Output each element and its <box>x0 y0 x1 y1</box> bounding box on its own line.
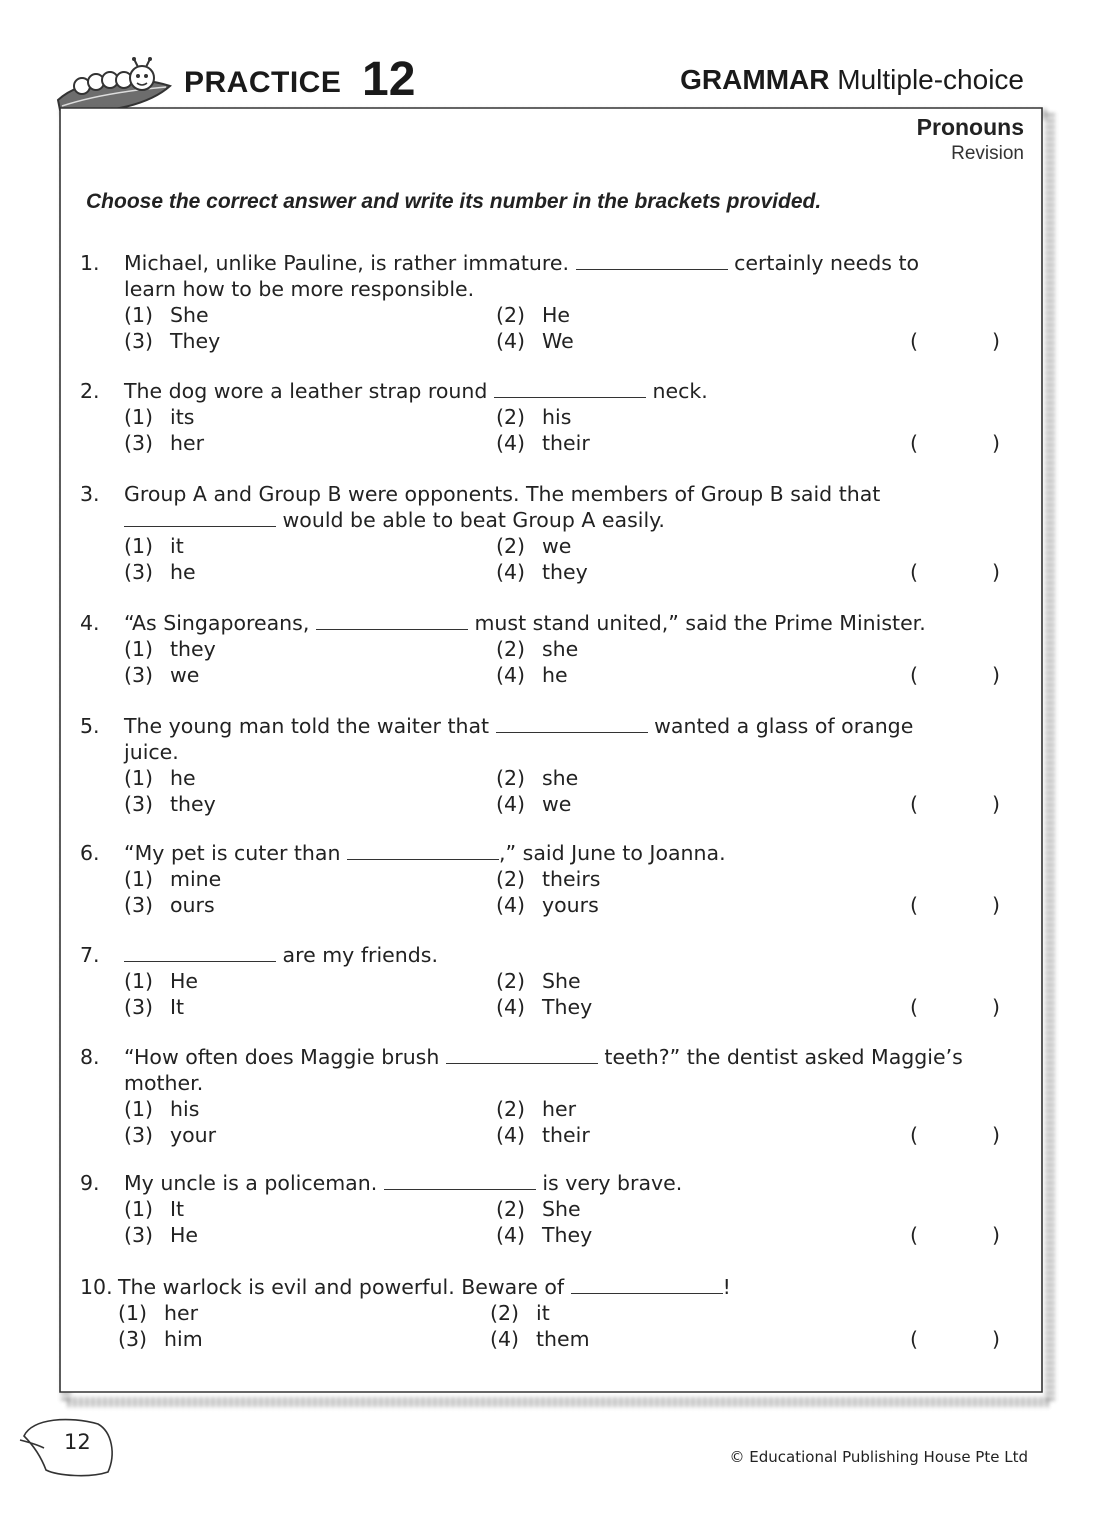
answer-blank <box>446 1045 598 1064</box>
option: (1) He <box>124 969 199 993</box>
question-number: 2. <box>80 379 100 403</box>
option: (1) her <box>118 1301 199 1325</box>
option: (2) theirs <box>496 867 601 891</box>
option: (2) she <box>496 637 579 661</box>
practice-label: PRACTICE <box>184 66 342 99</box>
question-number: 1. <box>80 251 100 275</box>
option: (2) it <box>490 1301 550 1325</box>
question-stem <box>124 713 974 765</box>
question-stem <box>124 250 974 302</box>
answer-blank <box>316 611 468 630</box>
option: (3) her <box>124 431 205 455</box>
answer-blank <box>124 508 276 527</box>
question-4 <box>80 610 1020 688</box>
stem-before: The warlock is evil and powerful. Beware of <box>118 1275 565 1299</box>
question-5 <box>80 713 1020 817</box>
option: (4) we <box>496 792 572 816</box>
question-1 <box>80 250 1020 354</box>
options <box>124 1096 1020 1148</box>
option: (2) He <box>496 303 571 327</box>
copyright-notice: © Educational Publishing House Pte Ltd <box>729 1448 1028 1466</box>
option: (3) ours <box>124 893 215 917</box>
question-stem <box>124 942 974 968</box>
answer-blank <box>347 841 499 860</box>
stem-before: “How often does Maggie brush <box>124 1045 440 1069</box>
options <box>124 636 1020 688</box>
question-stem <box>124 610 1024 636</box>
question-number: 7. <box>80 943 100 967</box>
answer-blank <box>571 1275 723 1294</box>
option: (2) her <box>496 1097 577 1121</box>
answer-blank <box>384 1171 536 1190</box>
option: (4) yours <box>496 893 599 917</box>
stem-before: The dog wore a leather strap round <box>124 379 488 403</box>
stem-after: are my friends. <box>282 943 438 967</box>
answer-brackets[interactable]: ( ) <box>910 560 1000 584</box>
answer-brackets[interactable]: ( ) <box>910 893 1000 917</box>
stem-after: teeth?” the dentist asked Maggie’s mother. <box>124 1045 963 1095</box>
page-number: 12 <box>64 1430 91 1454</box>
options <box>124 765 1020 817</box>
stem-after: wanted a glass of orange juice. <box>124 714 914 764</box>
option: (2) we <box>496 534 572 558</box>
option: (1) they <box>124 637 216 661</box>
question-6 <box>80 840 1020 918</box>
option: (4) We <box>496 329 574 353</box>
option: (4) he <box>496 663 568 687</box>
option: (4) They <box>496 1223 593 1247</box>
question-number: 4. <box>80 611 100 635</box>
stem-after: ! <box>722 1275 731 1299</box>
option: (1) his <box>124 1097 200 1121</box>
option: (3) He <box>124 1223 199 1247</box>
option: (4) They <box>496 995 593 1019</box>
question-number: 6. <box>80 841 100 865</box>
question-number: 8. <box>80 1045 100 1069</box>
question-number: 10. <box>80 1275 113 1299</box>
options <box>118 1300 1020 1352</box>
question-number: 9. <box>80 1171 100 1195</box>
subject-bold: GRAMMAR <box>680 64 830 95</box>
option: (3) It <box>124 995 185 1019</box>
option: (3) They <box>124 329 221 353</box>
topic-block <box>917 114 1024 165</box>
option: (4) them <box>490 1327 590 1351</box>
question-10 <box>80 1274 1020 1352</box>
options <box>124 404 1020 456</box>
stem-after: neck. <box>652 379 708 403</box>
stem-before: “As Singaporeans, <box>124 611 310 635</box>
answer-brackets[interactable]: ( ) <box>910 995 1000 1019</box>
question-2 <box>80 378 1020 456</box>
answer-blank <box>576 251 728 270</box>
question-number: 5. <box>80 714 100 738</box>
question-3 <box>80 481 1020 585</box>
answer-brackets[interactable]: ( ) <box>910 792 1000 816</box>
option: (2) his <box>496 405 572 429</box>
option: (2) She <box>496 969 581 993</box>
stem-before: Group A and Group B were opponents. The members of Group B said that <box>124 482 881 506</box>
question-9 <box>80 1170 1020 1248</box>
option: (3) he <box>124 560 196 584</box>
question-stem <box>124 481 974 533</box>
option: (4) their <box>496 1123 590 1147</box>
answer-brackets[interactable]: ( ) <box>910 1123 1000 1147</box>
stem-before: My uncle is a policeman. <box>124 1171 378 1195</box>
options <box>124 968 1020 1020</box>
option: (3) they <box>124 792 216 816</box>
answer-brackets[interactable]: ( ) <box>910 1223 1000 1247</box>
stem-after: certainly needs to learn how to be more responsible. <box>124 251 920 301</box>
question-stem <box>124 1044 1014 1096</box>
answer-blank <box>496 714 648 733</box>
stem-after: is very brave. <box>542 1171 683 1195</box>
option: (3) your <box>124 1123 217 1147</box>
subject-heading <box>680 64 1024 96</box>
stem-before: Michael, unlike Pauline, is rather immature. <box>124 251 570 275</box>
stem-after: must stand united,” said the Prime Minister. <box>474 611 926 635</box>
answer-brackets[interactable]: ( ) <box>910 1327 1000 1351</box>
option: (1) It <box>124 1197 185 1221</box>
option: (2) she <box>496 766 579 790</box>
answer-blank <box>494 379 646 398</box>
question-stem <box>118 1274 968 1300</box>
option: (4) their <box>496 431 590 455</box>
option: (3) him <box>118 1327 203 1351</box>
question-7 <box>80 942 1020 1020</box>
option: (1) it <box>124 534 184 558</box>
options <box>124 533 1020 585</box>
question-8 <box>80 1044 1020 1148</box>
option: (1) he <box>124 766 196 790</box>
topic-subtitle: Revision <box>951 143 1024 164</box>
topic-title: Pronouns <box>916 114 1024 140</box>
option: (3) we <box>124 663 200 687</box>
instruction-text: Choose the correct answer and write its number in the brackets provided. <box>86 190 822 213</box>
option: (4) they <box>496 560 588 584</box>
stem-before: “My pet is cuter than <box>124 841 341 865</box>
options <box>124 866 1020 918</box>
stem-before: The young man told the waiter that <box>124 714 490 738</box>
options <box>124 1196 1020 1248</box>
answer-brackets[interactable]: ( ) <box>910 663 1000 687</box>
stem-after: ,” said June to Joanna. <box>499 841 726 865</box>
option: (1) its <box>124 405 195 429</box>
question-stem <box>124 1170 974 1196</box>
stem-after: would be able to beat Group A easily. <box>282 508 665 532</box>
answer-brackets[interactable]: ( ) <box>910 329 1000 353</box>
option: (1) mine <box>124 867 222 891</box>
question-number: 3. <box>80 482 100 506</box>
subject-rest: Multiple-choice <box>837 64 1024 95</box>
answer-brackets[interactable]: ( ) <box>910 431 1000 455</box>
practice-number: 12 <box>362 53 416 106</box>
option: (2) She <box>496 1197 581 1221</box>
answer-blank <box>124 943 276 962</box>
question-stem <box>124 840 974 866</box>
options <box>124 302 1020 354</box>
option: (1) She <box>124 303 209 327</box>
question-stem <box>124 378 974 404</box>
